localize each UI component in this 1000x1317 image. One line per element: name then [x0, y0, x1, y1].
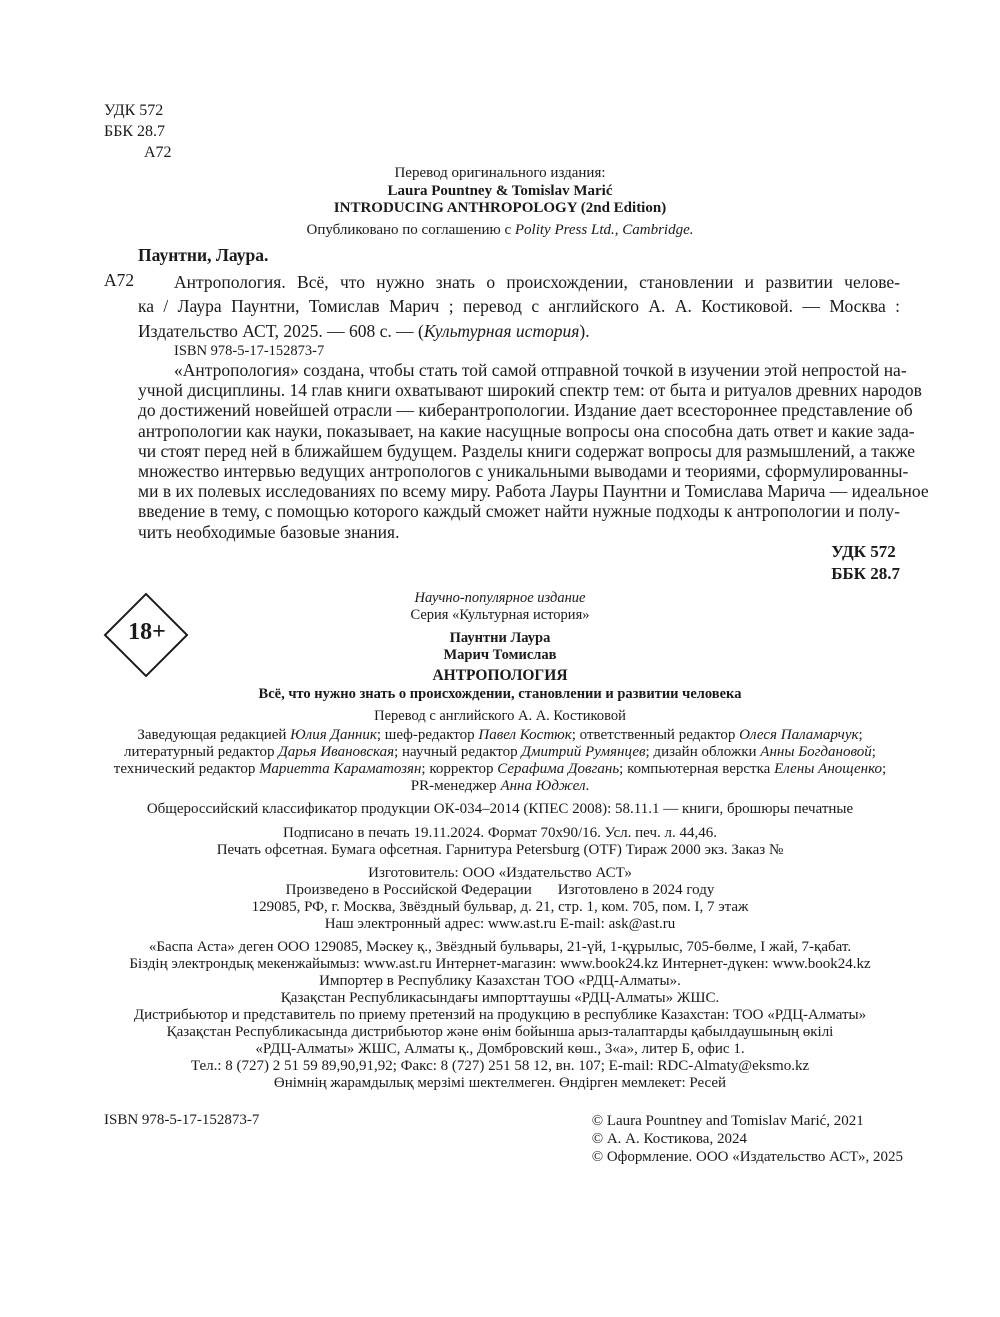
separator: . — [585, 778, 590, 794]
person: Мариетта Караматозян — [259, 761, 422, 777]
publication-prefix: Опубликовано по соглашению с — [306, 222, 515, 238]
record-line-prefix: Издательство АСТ, 2025. — 608 с. — ( — [138, 320, 424, 341]
editors-line-3 — [0, 761, 1000, 778]
imprint-title: АНТРОПОЛОГИЯ — [432, 667, 568, 684]
kz-line: Импортер в Республику Казахстан ТОО «РДЦ-Алматы». — [319, 973, 681, 989]
separator: ; — [871, 744, 876, 760]
kz-line: Қазақстан Республикасында дистрибьютор және өнім бойынша арыз-талаптарды қабылдаушының өкілі — [166, 1024, 834, 1040]
record-line: ка / Лаура Паунтни, Томислав Марич ; перевод с английского А. А. Костиковой. — Москва : — [138, 296, 900, 317]
role: ; компьютерная верстка — [619, 761, 775, 777]
edition-kind-text: Научно-популярное издание — [414, 590, 586, 606]
author-sign: А72 — [144, 144, 172, 161]
maker-address: 129085, РФ, г. Москва, Звёздный бульвар, д. 21, стр. 1, ком. 705, пом. I, 7 этаж — [251, 899, 749, 915]
udk-code: УДК 572 — [104, 102, 164, 119]
made-year: Изготовлено в 2024 году — [557, 882, 715, 898]
age-rating-label: 18+ — [128, 619, 166, 645]
bbk-code-right: ББК 28.7 — [831, 564, 900, 583]
person: Елены Анощенко — [774, 761, 883, 777]
record-line: Антропология. Всё, что нужно знать о происхождении, становлении и развитии челове- — [174, 272, 900, 292]
role: Заведующая редакцией — [137, 727, 291, 743]
print-signed: Подписано в печать 19.11.2024. Формат 70х90/16. Усл. печ. л. 44,46. — [283, 825, 717, 841]
role: ; шеф-редактор — [376, 727, 479, 743]
person: Дмитрий Румянцев — [521, 744, 646, 760]
person: Юлия Данник — [290, 727, 377, 743]
kz-line: «РДЦ-Алматы» ЖШС, Алматы қ., Домбровский көш., 3«а», литер Б, офис 1. — [255, 1041, 745, 1057]
maker-production — [0, 882, 1000, 899]
top-index-block — [104, 100, 172, 163]
description-line: чить необходимые базовые знания. — [138, 521, 400, 542]
publication-agreement — [0, 220, 1000, 240]
copyright-block — [592, 1112, 903, 1166]
person: Серафима Довгань — [497, 761, 620, 777]
separator: ; — [882, 761, 887, 777]
person: Олеся Паламарчук — [739, 727, 859, 743]
original-intro: Перевод оригинального издания: — [394, 165, 606, 181]
role: литературный редактор — [124, 744, 279, 760]
editors-line-4 — [0, 778, 1000, 795]
maker-email: Наш электронный адрес: www.ast.ru E-mail: ask@ast.ru — [324, 916, 676, 932]
imprint-author-1: Паунтни Лаура — [449, 630, 551, 646]
description-line: чи стоят перед ней в ближайшем будущем. Разделы книги содержат вопросы для размышлений, а также — [138, 440, 916, 461]
edition-kind — [0, 590, 1000, 608]
udk-code-right: УДК 572 — [831, 542, 896, 561]
record-code: А72 — [104, 270, 135, 290]
record-author: Паунтни, Лаура. — [138, 245, 269, 265]
copyright-line: © Laura Pountney and Tomislav Marić, 2021 — [591, 1113, 864, 1129]
description-line: антропологии как науки, показывает, на какие насущные вопросы она способна дать ответ и какие зада- — [138, 420, 915, 441]
right-index-block — [831, 541, 900, 585]
kz-line: Өнімнің жарамдылық мерзімі шектелмеген. Өндірген мемлекет: Ресей — [273, 1075, 727, 1091]
description-line: «Антропология» создана, чтобы стать той самой отправной точкой в изучении этой непростой на- — [174, 360, 907, 380]
print-paper: Печать офсетная. Бумага офсетная. Гарнитура Petersburg (OTF) Тираж 2000 экз. Заказ № — [216, 842, 784, 858]
role: ; дизайн обложки — [645, 744, 761, 760]
kz-line: «Баспа Аста» деген ООО 129085, Мәскеу қ., Звёздный бульвары, 21-үй, 1-құрылыс, 705-бөлме, I жай, 7-қабат. — [148, 939, 852, 955]
description-line: ми в их полевых исследованиях по всему миру. Работа Лауры Паунтни и Томислава Марича — идеальное — [138, 481, 929, 502]
description-line: до достижений новейшей отрасли — киберантропологии. Издание дает всестороннее представление об — [138, 400, 913, 421]
imprint-subtitle: Всё, что нужно знать о происхождении, становлении и развитии человека — [258, 686, 742, 702]
separator: ; — [858, 727, 863, 743]
role: PR-менеджер — [410, 778, 501, 794]
copyright-line: © Оформление. ООО «Издательство АСТ», 2025 — [591, 1149, 903, 1165]
editors-line-1 — [0, 727, 1000, 744]
person: Павел Костюк — [478, 727, 572, 743]
series-name: Серия «Культурная история» — [410, 607, 590, 623]
role: ; ответственный редактор — [571, 727, 740, 743]
description-line: множество интервью ведущих антропологов с уникальными выводами и теориями, сформулированны- — [138, 461, 909, 482]
description-line: введение в тему, с помощью которого каждый сможет найти нужные подходы к антропологии и полу- — [138, 501, 900, 522]
book-description — [138, 360, 929, 542]
description-line: учной дисциплины. 14 глав книги охватывают широкий спектр тем: от быта и ритуалов древних народов — [138, 380, 922, 401]
bbk-code: ББК 28.7 — [104, 123, 166, 140]
person: Дарья Ивановская — [278, 744, 395, 760]
original-authors: Laura Pountney & Tomislav Marić — [387, 183, 613, 199]
record-line — [138, 319, 900, 343]
kz-line: Дистрибьютор и представитель по приему претензий на продукцию в республике Казахстан: ТОО «РДЦ-Алматы» — [133, 1007, 867, 1023]
record-isbn: ISBN 978-5-17-152873-7 — [174, 343, 325, 359]
record-line-suffix: ). — [579, 320, 590, 341]
record-series: Культурная история — [423, 320, 580, 341]
kz-line: Біздің электрондық мекенжайымыз: www.ast.ru Интернет-магазин: www.book24.kz Интернет-дүкен: www.book24.kz — [129, 956, 871, 972]
copyright-line: © А. А. Костикова, 2024 — [591, 1131, 747, 1147]
imprint-author-2: Марич Томислав — [443, 647, 557, 663]
editors-line-2 — [0, 744, 1000, 761]
record-description — [138, 270, 900, 343]
produced-country: Произведено в Российской Федерации — [285, 882, 532, 898]
kz-line: Тел.: 8 (727) 2 51 59 89,90,91,92; Факс: 8 (727) 251 58 12, вн. 107; E-mail: RDC-Almaty@eksmo.kz — [190, 1058, 810, 1074]
publication-name: Polity Press Ltd., Cambridge. — [514, 222, 694, 238]
maker-name: Изготовитель: ООО «Издательство АСТ» — [368, 865, 632, 881]
isbn-bottom: ISBN 978-5-17-152873-7 — [104, 1112, 260, 1128]
product-classifier: Общероссийский классификатор продукции ОК-034–2014 (КПЕС 2008): 58.11.1 — книги, брошюры печатные — [146, 801, 854, 817]
imprint-translation: Перевод с английского А. А. Костиковой — [374, 708, 626, 724]
person: Анна Юджел — [500, 778, 586, 794]
original-title: INTRODUCING ANTHROPOLOGY (2nd Edition) — [333, 200, 667, 216]
kz-line: Қазақстан Республикасындағы импорттаушы «РДЦ-Алматы» ЖШС. — [280, 990, 720, 1006]
role: ; научный редактор — [394, 744, 522, 760]
person: Анны Богдановой — [760, 744, 872, 760]
role: технический редактор — [113, 761, 260, 777]
role: ; корректор — [421, 761, 498, 777]
